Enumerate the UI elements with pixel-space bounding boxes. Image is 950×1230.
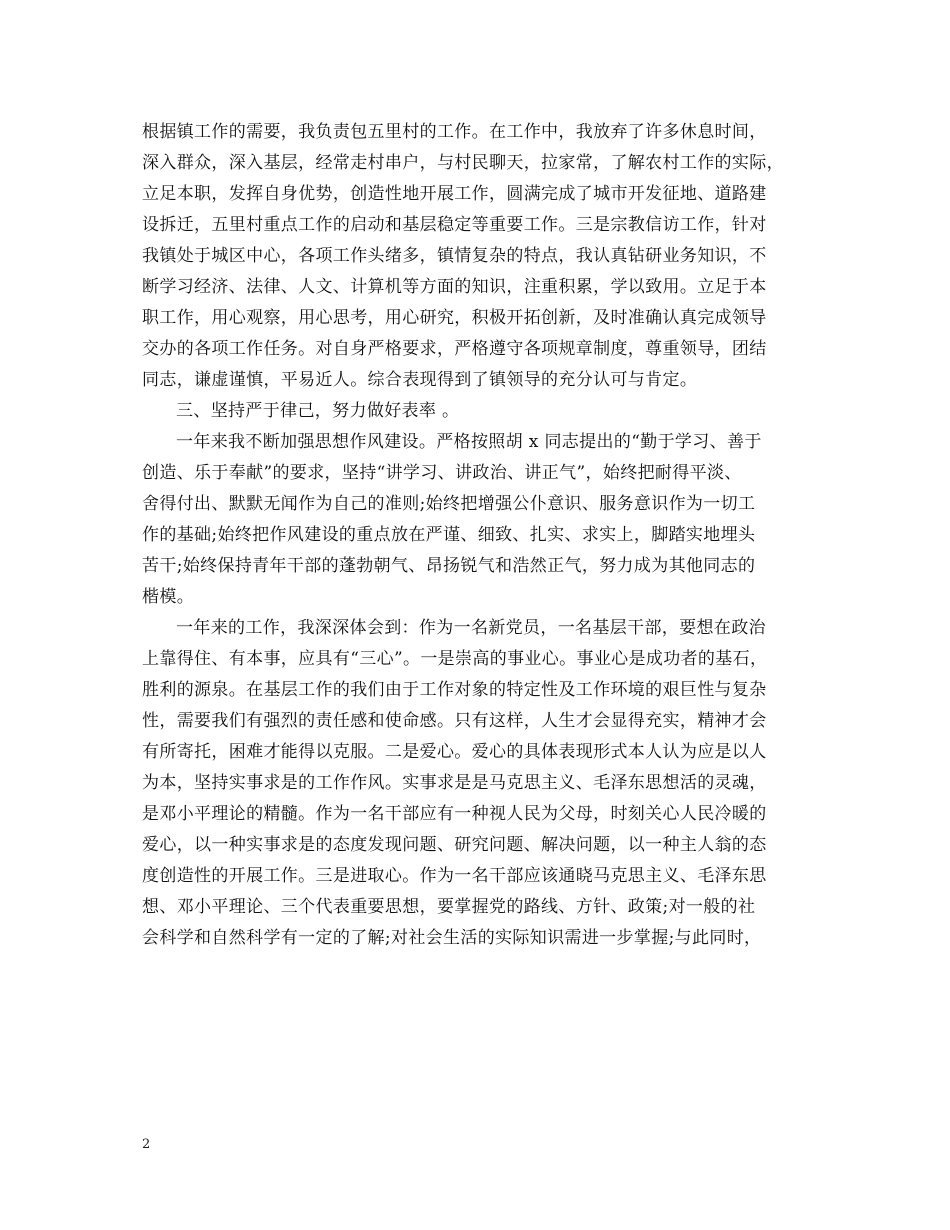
paragraph-start: 一年来的工作，我深深体会到：作为一名新党员，一名基层干部，要想在政治 <box>176 618 766 638</box>
text-line: 有所寄托，困难才能得以克服。二是爱心。爱心的具体表现形式本人认为应是以人 <box>142 742 767 762</box>
text-line: 设拆迁，五里村重点工作的启动和基层稳定等重要工作。三是宗教信访工作，针对 <box>142 215 767 235</box>
text-line: 根据镇工作的需要，我负责包五里村的工作。在工作中，我放弃了许多休息时间， <box>142 122 767 142</box>
text-line: 立足本职，发挥自身优势，创造性地开展工作，圆满完成了城市开发征地、道路建 <box>142 184 767 204</box>
text-line: 同志，谦虚谨慎，平易近人。综合表现得到了镇领导的充分认可与肯定。 <box>142 370 698 390</box>
text-line: 想、邓小平理论、三个代表重要思想，要掌握党的路线、方针、政策;对一般的社 <box>142 897 756 917</box>
text-line: 职工作，用心观察，用心思考，用心研究，积极开拓创新，及时准确认真完成领导 <box>142 308 767 328</box>
text-line: 上靠得住、有本事，应具有“三心”。一是崇高的事业心。事业心是成功者的基石， <box>142 649 768 669</box>
text-line: 爱心，以一种实事求是的态度发现问题、研究问题、解决问题，以一种主人翁的态 <box>142 835 767 855</box>
section-heading: 三、坚持严于律己，努力做好表率 。 <box>176 401 460 421</box>
text-line: 创造、乐于奉献”的要求，坚持“讲学习、讲政治、讲正气”，始终把耐得平淡、 <box>142 463 742 483</box>
text-line: 作的基础;始终把作风建设的重点放在严谨、细致、扎实、求实上，脚踏实地埋头 <box>142 525 756 545</box>
text-line: 为本，坚持实事求是的工作作风。实事求是是马克思主义、毛泽东思想活的灵魂， <box>142 773 767 793</box>
text-line: 会科学和自然科学有一定的了解;对社会生活的实际知识需进一步掌握;与此同时， <box>142 928 762 948</box>
text-line: 性，需要我们有强烈的责任感和使命感。只有这样，人生才会显得充实，精神才会 <box>142 711 767 731</box>
text-line: 是邓小平理论的精髓。作为一名干部应有一种视人民为父母，时刻关心人民冷暖的 <box>142 804 767 824</box>
paragraph-start: 一年来我不断加强思想作风建设。严格按照胡 x 同志提出的“勤于学习、善于 <box>176 432 762 452</box>
text-line: 苦干;始终保持青年干部的蓬勃朝气、昂扬锐气和浩然正气，努力成为其他同志的 <box>142 556 756 576</box>
text-line: 深入群众，深入基层，经常走村串户，与村民聊天，拉家常，了解农村工作的实际， <box>142 153 784 173</box>
page-number: 2 <box>142 1137 151 1152</box>
text-line: 度创造性的开展工作。三是进取心。作为一名干部应该通晓马克思主义、毛泽东思 <box>142 866 767 886</box>
text-line: 舍得付出、默默无闻作为自己的准则;始终把增强公仆意识、服务意识作为一切工 <box>142 494 756 514</box>
text-line: 交办的各项工作任务。对自身严格要求，严格遵守各项规章制度，尊重领导，团结 <box>142 339 767 359</box>
text-line: 楷模。 <box>142 587 195 607</box>
text-line: 断学习经济、法律、人文、计算机等方面的知识，注重积累，学以致用。立足于本 <box>142 277 767 297</box>
body-text <box>142 117 812 954</box>
text-line: 我镇处于城区中心，各项工作头绪多，镇情复杂的特点，我认真钻研业务知识，不 <box>142 246 767 266</box>
text-line: 胜利的源泉。在基层工作的我们由于工作对象的特定性及工作环境的艰巨性与复杂 <box>142 680 767 700</box>
